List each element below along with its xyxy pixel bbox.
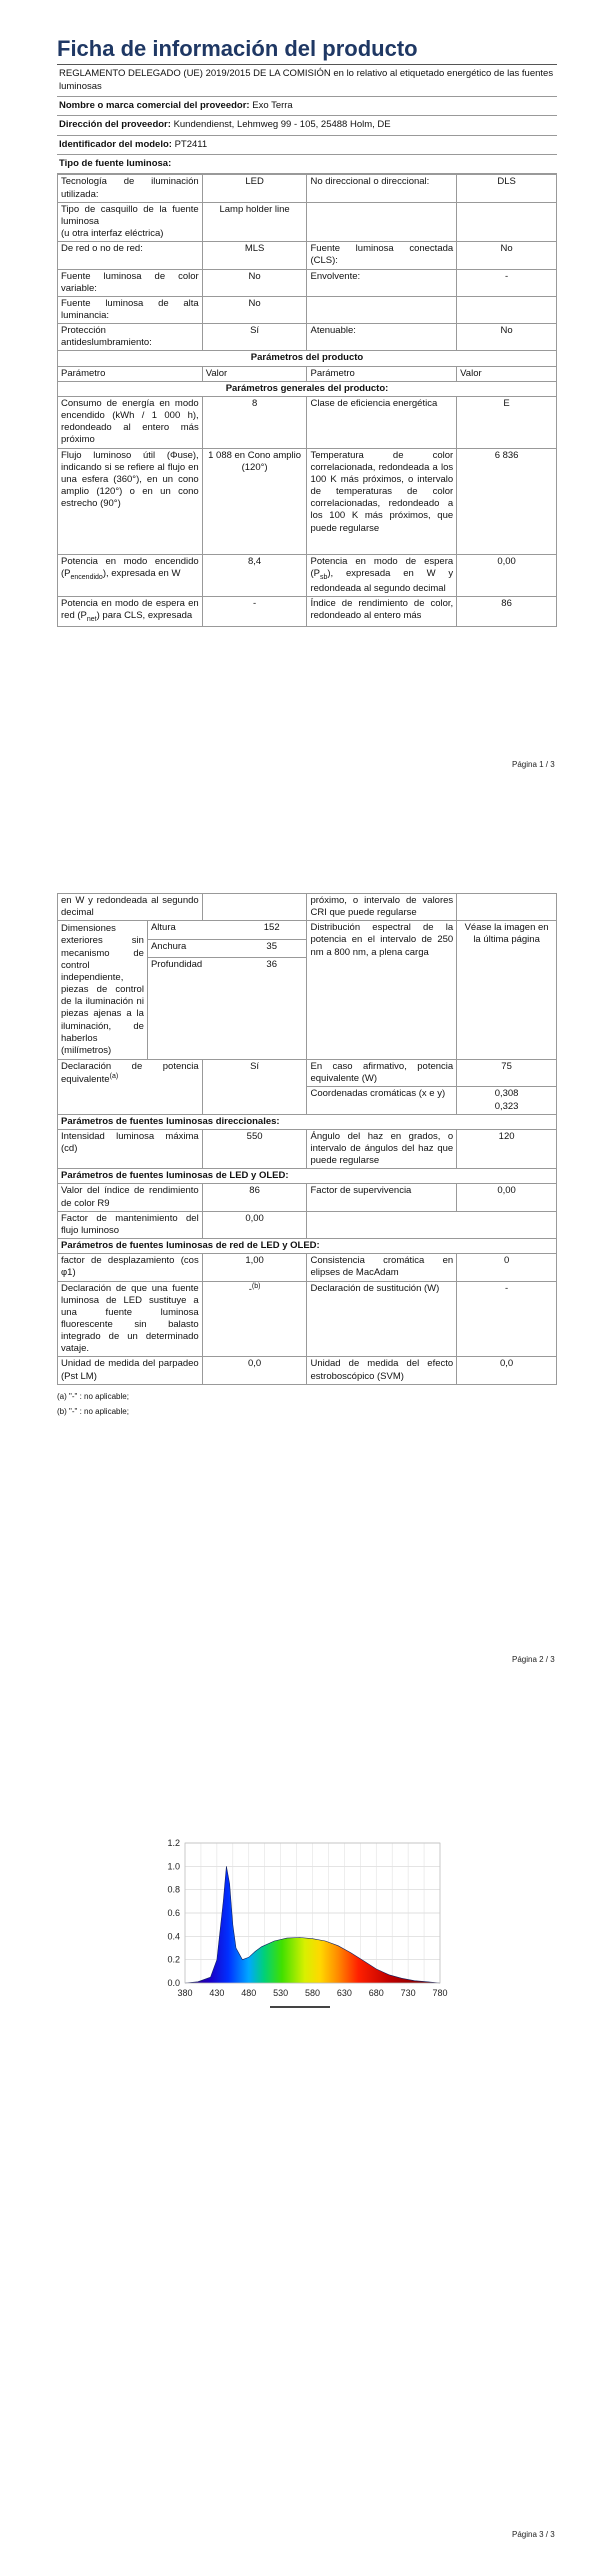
param-label: Factor de supervivencia [307, 1184, 457, 1211]
y-tick-label: 1.2 [167, 1838, 180, 1848]
param-label [307, 554, 457, 596]
spacer [147, 975, 236, 1059]
type-label: Tecnología de iluminación utilizada: [58, 175, 203, 202]
param-value: 6 836 [457, 448, 557, 554]
type-heading-text: Tipo de fuente luminosa: [59, 158, 172, 170]
params-table-continued [57, 893, 557, 1385]
x-tick-label: 530 [273, 1988, 289, 1998]
type-label [307, 202, 457, 241]
address-label: Dirección del proveedor: [59, 119, 171, 131]
standby-label: Potencia en modo de espera (P [310, 555, 454, 579]
param-label: En caso afirmativo, potencia equivalente (W) [307, 1060, 457, 1087]
table-row [58, 894, 557, 921]
table-row [58, 1211, 557, 1238]
y-tick-label: 1.0 [167, 1861, 180, 1872]
param-value: 86 [202, 1184, 307, 1211]
param-value: 1,00 [202, 1254, 307, 1281]
directional-heading: Parámetros de fuentes luminosas direccionales: [58, 1114, 557, 1129]
table-row [58, 554, 557, 596]
param-value: 0,00 [202, 1211, 307, 1238]
type-value: No [202, 296, 307, 323]
model-label: Identificador del modelo: [59, 138, 172, 150]
param-value: 86 [457, 596, 557, 626]
param-value: 0,0 [457, 1357, 557, 1384]
param-value: 0,00 [457, 554, 557, 596]
y-tick-label: 0.0 [167, 1978, 180, 1988]
dim-name: Altura [147, 921, 236, 939]
spacer [237, 975, 307, 1059]
footnote-a: (a) "-" : no aplicable; [57, 1391, 129, 1401]
supplier-row [57, 97, 557, 116]
table-row [58, 1254, 557, 1281]
cap-type-sublabel: (u otra interfaz eléctrica) [61, 228, 164, 240]
dim-name: Anchura [147, 939, 236, 957]
x-axis-caption-clip [270, 2003, 330, 2009]
param-label: Intensidad luminosa máxima (cd) [58, 1129, 203, 1168]
type-label: Atenuable: [307, 324, 457, 351]
table-row [58, 269, 557, 296]
param-value [457, 1087, 557, 1114]
col-value: Valor [202, 366, 307, 381]
dim-value: 36 [266, 958, 277, 970]
col-param: Parámetro [307, 366, 457, 381]
x-tick-label: 580 [304, 1988, 321, 1998]
led-heading: Parámetros de fuentes luminosas de LED y OLED: [58, 1169, 557, 1184]
param-value: 0 [457, 1254, 557, 1281]
type-label: Fuente luminosa de color variable: [58, 269, 203, 296]
type-label: Protección antideslumbramiento: [58, 324, 203, 351]
param-value: 8,4 [202, 554, 307, 596]
param-label: próximo, o intervalo de valores CRI que puede regularse [307, 894, 457, 921]
cap-type-label: Tipo de casquillo de la fuente luminosa [61, 203, 199, 227]
table-row [58, 448, 557, 554]
param-label: Ángulo del haz en grados, o intervalo de ángulos del haz que puede regularse [307, 1129, 457, 1168]
type-value: No [457, 324, 557, 351]
x-tick-label: 380 [177, 1988, 193, 1998]
param-value: Sí [202, 1060, 307, 1115]
type-label: Fuente luminosa de alta luminancia: [58, 296, 203, 323]
address-value: Kundendienst, Lehmweg 99 - 105, 25488 Holm, DE [173, 119, 391, 131]
type-heading [57, 155, 557, 174]
general-heading-row [58, 381, 557, 396]
net-standby-sub: net [86, 615, 97, 623]
param-label: Unidad de medida del parpadeo (Pst LM) [58, 1357, 203, 1384]
net-standby-label: Potencia en modo de espera en red (P [61, 597, 199, 621]
equiv-sup: (a) [109, 1073, 119, 1081]
model-row [57, 136, 557, 155]
param-value: 550 [202, 1129, 307, 1168]
param-label: Consumo de energía en modo encendido (kWh / 1 000 h), redondeado al entero más próximo [58, 396, 203, 448]
chroma-y: 0,323 [494, 1100, 519, 1112]
section-heading-row [58, 1114, 557, 1129]
type-value: - [457, 269, 557, 296]
spectrum-chart [150, 1835, 450, 2015]
section-heading-row [58, 1169, 557, 1184]
footnotes [57, 1389, 557, 1419]
param-label: Consistencia cromática en elipses de MacAdam [307, 1254, 457, 1281]
y-tick-label: 0.6 [167, 1908, 180, 1918]
param-label: Coordenadas cromáticas (x e y) [307, 1087, 457, 1114]
param-label: en W y redondeada al segundo decimal [58, 894, 203, 921]
type-label: Fuente luminosa conectada (CLS): [307, 242, 457, 269]
col-value: Valor [457, 366, 557, 381]
dims-label: Dimensiones exteriores sin mecanismo de control independiente, piezas de control de la iluminación ni piezas ajenas a la iluminación, de haberlos (milímetros) [58, 921, 147, 1059]
power-on-sub: encendido [70, 573, 103, 581]
standby-label-end: ), expresada en W y redondeada al segundo decimal [310, 567, 454, 594]
power-on-label-end: ), expresada en W [102, 567, 181, 579]
type-table [57, 174, 557, 626]
table-row [58, 1281, 557, 1357]
table-row [58, 296, 557, 323]
param-value: 8 [202, 396, 307, 448]
table-row [58, 175, 557, 202]
supplier-value: Exo Terra [252, 100, 293, 112]
replacement-sup: (b) [251, 1282, 261, 1290]
table-row [58, 921, 557, 1060]
type-value: MLS [202, 242, 307, 269]
y-tick-label: 0.8 [167, 1884, 180, 1895]
param-label: Clase de eficiencia energética [307, 396, 457, 448]
table-row [58, 1060, 557, 1087]
table-row [58, 202, 557, 241]
column-header-row [58, 366, 557, 381]
y-tick-label: 0.2 [167, 1954, 180, 1965]
param-value: - [457, 1281, 557, 1357]
x-tick-label: 630 [336, 1988, 352, 1998]
param-label: Flujo luminoso útil (Φuse), indicando si se refiere al flujo en una esfera (360°), en un cono amplio (120°) o en un cono estrecho (90°) [58, 448, 203, 554]
replacement-value: - [248, 1283, 252, 1295]
type-label [307, 296, 457, 323]
x-axis-caption-mark [270, 2006, 330, 2009]
table-row [58, 1357, 557, 1384]
dim-name: Profundidad [150, 958, 203, 970]
table-row [58, 1184, 557, 1211]
table-row [58, 1129, 557, 1168]
param-label: Temperatura de color correlacionada, redondeada a los 100 K más próximos, o intervalo de temperaturas de color correlacionadas, redondeado a los 100 K más próximos, que puede regularse [307, 448, 457, 554]
type-value [457, 296, 557, 323]
page-title: Ficha de información del producto [57, 36, 557, 65]
param-label: factor de desplazamiento (cos φ1) [58, 1254, 203, 1281]
param-value: 0,00 [457, 1184, 557, 1211]
param-value: - [202, 596, 307, 626]
power-on-label: Potencia en modo encendido (P [61, 555, 199, 579]
type-value: No [457, 242, 557, 269]
params-heading-row [58, 351, 557, 366]
model-value: PT2411 [174, 138, 208, 150]
spectrum-chart-svg [150, 1835, 450, 2015]
regulation-text: REGLAMENTO DELEGADO (UE) 2019/2015 DE LA COMISIÓN en lo relativo al etiquetado energético de las fuentes luminosas [57, 65, 557, 97]
table-row [58, 596, 557, 626]
x-tick-label: 780 [432, 1988, 448, 1998]
type-label [58, 202, 203, 241]
mains-heading: Parámetros de fuentes luminosas de red de LED y OLED: [58, 1239, 557, 1254]
x-tick-label: 680 [368, 1988, 384, 1998]
type-label: Envolvente: [307, 269, 457, 296]
empty-cell [457, 894, 557, 921]
empty-cell [307, 1211, 557, 1238]
net-standby-label-end: ) para CLS, expresada [96, 609, 193, 621]
page-number-1: Página 1 / 3 [512, 760, 555, 769]
col-param: Parámetro [58, 366, 203, 381]
type-value: Sí [202, 324, 307, 351]
footnote-b: (b) "-" : no aplicable; [57, 1406, 129, 1416]
general-heading: Parámetros generales del producto: [58, 381, 557, 396]
table-row [58, 396, 557, 448]
param-value [202, 1281, 307, 1357]
dimensions-cell [58, 921, 307, 1060]
type-label: De red o no de red: [58, 242, 203, 269]
param-label: Factor de mantenimiento del flujo luminoso [58, 1211, 203, 1238]
address-row [57, 116, 557, 135]
standby-sub: sb [319, 573, 328, 581]
param-label [58, 554, 203, 596]
page-number-3: Página 3 / 3 [512, 2530, 555, 2539]
param-value: E [457, 396, 557, 448]
dimensions-table [58, 921, 306, 1059]
param-label: Declaración de sustitución (W) [307, 1281, 457, 1357]
y-tick-label: 0.4 [167, 1931, 180, 1942]
section-heading-row [58, 1239, 557, 1254]
type-value: Lamp holder line [202, 202, 307, 241]
x-tick-label: 730 [400, 1988, 416, 1998]
page-1 [57, 36, 557, 627]
param-label: Unidad de medida del efecto estroboscópico (SVM) [307, 1357, 457, 1384]
x-tick-label: 480 [241, 1988, 257, 1998]
type-value: LED [202, 175, 307, 202]
dim-value: 152 [237, 921, 307, 939]
param-label: Declaración de que una fuente luminosa de LED sustituye a una fuente luminosa fluorescente sin balasto integrado de un determinado vataje. [58, 1281, 203, 1357]
empty-cell [202, 894, 307, 921]
supplier-label: Nombre o marca comercial del proveedor: [59, 100, 250, 112]
param-value: 75 [457, 1060, 557, 1087]
param-label [58, 596, 203, 626]
type-value: DLS [457, 175, 557, 202]
param-value: 1 088 en Cono amplio (120°) [202, 448, 307, 554]
param-label: Distribución espectral de la potencia en el intervalo de 250 nm a 800 nm, a plena carga [307, 921, 457, 1060]
type-value: No [202, 269, 307, 296]
page-2 [57, 893, 557, 1419]
table-row [58, 242, 557, 269]
param-value: Véase la imagen en la última página [457, 921, 557, 1060]
param-value: 0,0 [202, 1357, 307, 1384]
param-label: Valor del índice de rendimiento de color R9 [58, 1184, 203, 1211]
param-label [58, 1060, 203, 1115]
params-heading: Parámetros del producto [58, 351, 557, 366]
x-tick-label: 430 [209, 1988, 225, 1998]
chroma-x: 0,308 [494, 1088, 519, 1100]
type-value [457, 202, 557, 241]
type-label: No direccional o direccional: [307, 175, 457, 202]
table-row [58, 921, 306, 939]
dim-value: 35 [237, 939, 307, 957]
param-value: 120 [457, 1129, 557, 1168]
page-number-2: Página 2 / 3 [512, 1655, 555, 1664]
equiv-label: Declaración de potencia equivalente [61, 1061, 199, 1086]
param-label: Índice de rendimiento de color, redondeado al entero más [307, 596, 457, 626]
table-row [58, 324, 557, 351]
